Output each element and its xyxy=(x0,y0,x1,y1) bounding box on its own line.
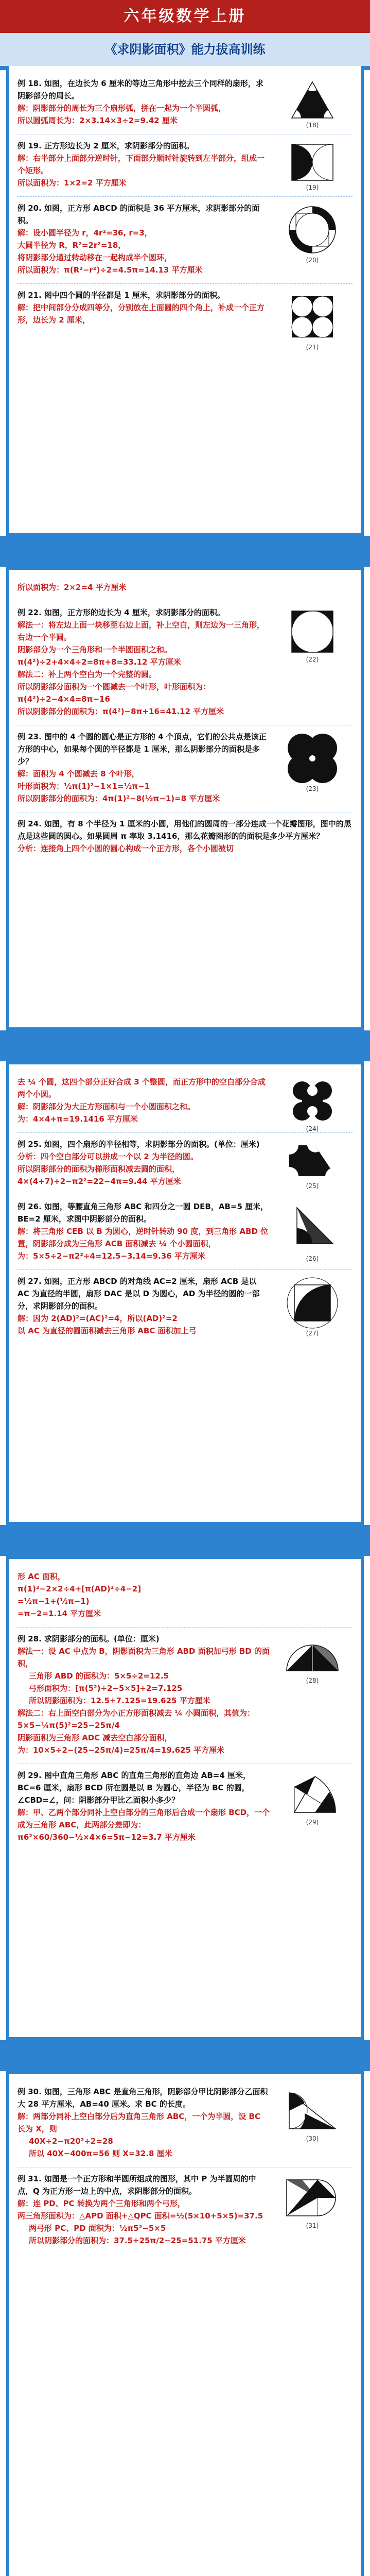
answer-line: 为：4×4+π=19.1416 平方厘米 xyxy=(17,1114,138,1124)
question-text: 例 19. 正方形边长为 2 厘米，求阴影部分的面积。 xyxy=(17,141,194,150)
question-text: 例 26. 如图，等腰直角三角形 ABC 和四分之一圆 DEB，AB=5 厘米，BE=2 厘米，求图中阴影部分的面积。 xyxy=(17,1202,269,1224)
answer-line: =½π−1+(½π−1) xyxy=(17,1597,90,1606)
answer-line: 分析：四个空白部分可以拼成一个以 2 为半径的圆。 xyxy=(17,1152,198,1161)
example-25 xyxy=(17,1133,353,1195)
answer-line: 解：连 PD、PC 转换为两个三角形和两个弓形， xyxy=(17,2199,185,2208)
figure-19 xyxy=(276,142,348,193)
question-text: 例 20. 如图，正方形 ABCD 的面积是 36 平方厘米，求阴影部分的面积。 xyxy=(17,204,260,225)
page-title: 六年级数学上册 xyxy=(0,0,370,33)
question-text: 例 27. 如图，正方形 ABCD 的对角线 AC=2 厘米，扇形 ACB 是以 AC 为直径的半圆，扇形 DAC 是以 D 为圆心，AD 为半径的圆的一部分，求阴影部分的面积。 xyxy=(17,1277,260,1311)
square-arcs-figure-icon xyxy=(289,142,336,183)
question-text: 例 28. 求阴影部分的面积。(单位：厘米) xyxy=(17,1634,160,1643)
answer-line: 两三角形面积为：△APD 面积+△QPC 面积=½(5×10+5×5)=37.5 xyxy=(17,2211,263,2221)
answer-line: π(1)²−2×2÷4+[π(AD)²÷4−2] xyxy=(17,1584,142,1594)
figure-28 xyxy=(276,1635,348,1686)
figure-caption: (30) xyxy=(306,2135,319,2142)
example-26 xyxy=(17,1195,353,1270)
divider-band xyxy=(0,536,370,567)
example-27-cont xyxy=(17,1565,353,1628)
figure-caption: (29) xyxy=(306,1819,319,1826)
answer-line: 解：阴影部分的周长为三个扇形弧，拼在一起为一个半圆弧， xyxy=(17,104,226,113)
square-semicircle-figure-icon xyxy=(287,1277,338,1329)
answer-line: 解：甲、乙两个部分同补上空白部分的三角形后合成一个扇形 BCD，一个成为三角形 ABC，此两部分差即为：π6²×60/360−½×4×6=5π−12=3.7 平方厘米 xyxy=(17,1808,270,1842)
figure-caption: (26) xyxy=(306,1255,319,1262)
figure-caption: (25) xyxy=(306,1182,319,1190)
answer-line: 解法一：设 AC 中点为 B，阴影面积为三角形 ABD 面积加弓形 BD 的面积， xyxy=(17,1647,270,1668)
four-circle-flower-figure-icon xyxy=(287,733,338,784)
answer-line: 以 AC 为直径的圆面积减去三角形 ABC 面积加上弓 xyxy=(17,1326,197,1335)
answer-line: 形 AC 面积， xyxy=(17,1572,66,1581)
sector-triangle-figure-icon xyxy=(284,1771,341,1818)
figure-23 xyxy=(276,733,348,794)
divider-band xyxy=(0,1525,370,1556)
figure-18 xyxy=(276,79,348,130)
answer-line: 解：设小圆半径为 r，4r²=36, r=3， xyxy=(17,228,152,238)
answer-line: 所以面积为：π(R²−r²)÷2=4.5π=14.13 平方厘米 xyxy=(17,265,203,275)
figure-caption: (22) xyxy=(306,656,319,663)
panel-4 xyxy=(6,1556,364,2040)
answer-line: 所以 40X−400π=56 则 X=32.8 厘米 xyxy=(29,2149,172,2158)
right-triangle-semicircle-figure-icon xyxy=(284,2088,341,2134)
figure-25 xyxy=(276,1140,348,1191)
trapezoid-figure-icon xyxy=(284,1140,341,1181)
example-21 xyxy=(17,284,353,351)
example-31 xyxy=(17,2167,353,2254)
page-subtitle: 《求阴影面积》能力拔高训练 xyxy=(0,33,370,66)
answer-line: 解法二：补上两个空白为一个完整的圆。 xyxy=(17,670,157,679)
answer-line: 叶形面积为：½π(1)²−1×1=½π−1 xyxy=(17,782,150,791)
answer-line: 所以面积为：2×2=4 平方厘米 xyxy=(17,583,127,592)
answer-line: 所以阴影部分的面积为：37.5+25π/2−25=51.75 平方厘米 xyxy=(29,2236,246,2245)
example-23 xyxy=(17,725,353,812)
answer-line: 弓形面积为：[π(5²)÷2−5×5]÷2=7.125 xyxy=(29,1684,183,1693)
answer-line: 所以阴影部分的面积为梯形面积减去圆的面积， xyxy=(17,1164,180,1174)
answer-line: 解：阴影部分为大正方形面积与一个小圆面积之和。 xyxy=(17,1102,196,1111)
example-20 xyxy=(17,197,353,284)
triangle-quarter-circle-figure-icon xyxy=(287,1202,338,1254)
figure-caption: (24) xyxy=(306,1125,319,1132)
question-text: 例 22. 如图，正方形的边长为 4 厘米，求阴影部分的面积。 xyxy=(17,608,225,617)
answer-line: 所以阴影面积为：12.5+7.125=19.625 平方厘米 xyxy=(29,1696,210,1705)
panel-3 xyxy=(6,1061,364,1525)
answer-line: 所以阴影部分的面积为：4π(1)²−8(½π−1)=8 平方厘米 xyxy=(17,794,220,803)
figure-caption: (23) xyxy=(306,785,319,792)
answer-line: 为：5×5÷2−π2²÷4=12.5−3.14=9.36 平方厘米 xyxy=(17,1251,205,1261)
answer-line: 解法一：将左边上面一块移至右边上面，补上空白，则左边为一三角形，右边一个半圆。 xyxy=(17,620,265,642)
answer-line: 所以阴影部分的面积为：π(4²)−8π+16=41.12 平方厘米 xyxy=(17,707,224,716)
answer-line: 阴影面积为三角形 ADC 减去空白部分面积， xyxy=(17,1733,172,1742)
figure-caption: (28) xyxy=(306,1677,319,1684)
example-28 xyxy=(17,1628,353,1764)
answer-line: 阴影部分为一个三角形和一个半圆面积之和。 xyxy=(17,645,172,654)
figure-caption: (27) xyxy=(306,1330,319,1337)
panel-5 xyxy=(6,2071,364,2576)
answer-line: 将阴影部分通过转动移在一起构成半个圆环， xyxy=(17,253,172,262)
figure-20 xyxy=(276,204,348,265)
question-text: 例 30. 如图，三角形 ABC 是直角三角形，阴影部分甲比阴影部分乙面积大 28 平方厘米，AB=40 厘米。求 BC 的长度。 xyxy=(17,2087,268,2109)
answer-line: =π−2=1.14 平方厘米 xyxy=(17,1609,101,1618)
figure-21 xyxy=(276,291,348,352)
answer-line: 40X÷2−π20²÷2=28 xyxy=(29,2137,113,2146)
question-text: 例 18. 如图，在边长为 6 厘米的等边三角形中挖去三个同样的扇形，求阴影部分的周长。 xyxy=(17,79,263,100)
ring-figure-icon xyxy=(287,204,338,256)
question-text: 例 25. 如图，四个扇形的半径相等，求阴影部分的面积。(单位：厘米) xyxy=(17,1140,260,1149)
leaf-square-figure-icon xyxy=(289,608,336,655)
example-27 xyxy=(17,1270,353,1344)
triangle-figure-icon xyxy=(289,79,336,121)
figure-caption: (21) xyxy=(306,344,319,351)
example-19 xyxy=(17,134,353,197)
figure-caption: (19) xyxy=(306,184,319,191)
answer-line: 解：因为 2(AD)²=(AC)²=4，所以(AD)²=2 xyxy=(17,1314,178,1323)
petal-figure-icon xyxy=(289,1078,336,1124)
figure-caption: (31) xyxy=(306,2222,319,2229)
answer-line: 解：把中间部分分成四等分，分别放在上面圆的四个角上，补成一个正方形，边长为 2 厘米， xyxy=(17,303,265,325)
figure-31 xyxy=(276,2175,348,2231)
answer-line: 三角形 ABD 的面积为：5×5÷2=12.5 xyxy=(29,1671,169,1681)
four-circles-figure-icon xyxy=(287,291,338,343)
question-text: 例 24. 如图，有 8 个半径为 1 厘米的小圆，用他们的圆周的一部分连成一个花瓣图形，图中的黑点是这些圆的圆心。如果圆周 π 率取 3.1416，那么花瓣图形的的面积是多少平方厘米？ xyxy=(17,819,351,841)
answer-line: 解：面积为 4 个圆减去 8 个叶形， xyxy=(17,769,139,778)
example-18 xyxy=(17,72,353,134)
answer-line: 去 ¼ 个圆，这四个部分正好合成 3 个整圆，而正方形中的空白部分合成两个小圆。 xyxy=(17,1077,266,1099)
answer-line: 解：两部分同补上空白部分后为直角三角形 ABC，一个为半圆，设 BC 长为 X，则 xyxy=(17,2112,260,2133)
panel-2 xyxy=(6,567,364,1030)
answer-line: 分析：连接角上四个小圆的圆心构成一个正方形，各个小圆被切 xyxy=(17,844,234,853)
answer-line: 解法二：右上面空白部分为小正方形面积减去 ¼ 小圆面积，其值为：5×5−¼π(5)²=25−25π/4 xyxy=(17,1708,255,1730)
question-text: 例 29. 图中直角三角形 ABC 的直角三角形的直角边 AB=4 厘米，BC=6 厘米，扇形 BCD 所在圆是以 B 为圆心，半径为 BC 的圆，∠CBD=∠，问：阴影部分甲比乙面积小多少？ xyxy=(17,1771,251,1805)
divider-band xyxy=(0,1030,370,1061)
answer-line: 所以面积为：1×2=2 平方厘米 xyxy=(17,178,127,188)
example-30 xyxy=(17,2080,353,2167)
answer-line: π(4²)÷2+4×4÷2=8π+8=33.12 平方厘米 xyxy=(17,657,181,667)
answer-line: 解：右半部分上面部分逆时针，下面部分顺时针旋转到左半部分，组成一个矩形。 xyxy=(17,154,265,175)
answer-line: 解：将三角形 CEB 以 B 为圆心，逆时针转动 90 度，到三角形 ABD 位置，阴影部分成为三角形 ACB 面积减去 ¼ 个小圆面积， xyxy=(17,1227,269,1248)
answer-line: 所以圆弧周长为：2×3.14×3÷2=9.42 厘米 xyxy=(17,116,178,125)
figure-24 xyxy=(276,1078,348,1134)
figure-22 xyxy=(276,608,348,665)
example-22 xyxy=(17,601,353,725)
question-text: 例 21. 图中四个圆的半径都是 1 厘米，求阴影部分的面积。 xyxy=(17,291,225,300)
answer-line: 所以阴影部分面积为一个圆减去一个叶形，叶形面积为：π(4²)÷2−4×4=8π−16 xyxy=(17,682,211,704)
question-text: 例 31. 如图是一个正方形和半圆所组成的图形，其中 P 为半圆周的中点，Q 为正方形一边上的中点，求阴影部分的面积。 xyxy=(17,2174,256,2196)
figure-27 xyxy=(276,1277,348,1338)
example-24-cont xyxy=(17,1071,353,1133)
example-24 xyxy=(17,812,353,862)
figure-30 xyxy=(276,2088,348,2144)
divider-band xyxy=(0,2040,370,2071)
answer-line: 两弓形 PC、PD 面积为：½π5²−5×5 xyxy=(29,2224,166,2233)
figure-caption: (18) xyxy=(306,122,319,129)
figure-29 xyxy=(276,1771,348,1827)
answer-line: 大圆半径为 R，R²=2r²=18， xyxy=(17,241,126,250)
panel-1 xyxy=(6,66,364,536)
figure-26 xyxy=(276,1202,348,1264)
semicircle-triangle-figure-icon xyxy=(281,1635,343,1676)
answer-line: 为：10×5÷2−(25−25π/4)=25π/4=19.625 平方厘米 xyxy=(17,1745,225,1755)
example-21-cont xyxy=(17,576,353,601)
question-text: 例 23. 图中的 4 个圆的圆心是正方形的 4 个顶点，它们的公共点是该正方形的中心，如果每个圆的半径都是 1 厘米，那么阴影部分的面积是多少？ xyxy=(17,732,267,766)
answer-line: 4×(4+7)÷2−π2²=22−4π=9.44 平方厘米 xyxy=(17,1177,181,1186)
square-semicircle-p-figure-icon xyxy=(281,2175,343,2221)
example-29 xyxy=(17,1764,353,1851)
figure-caption: (20) xyxy=(306,257,319,264)
